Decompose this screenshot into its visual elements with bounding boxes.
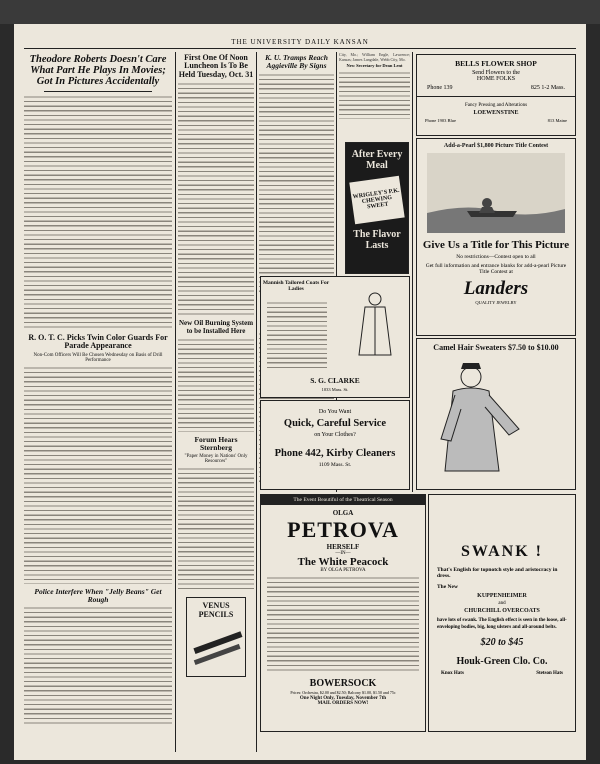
petrova-prices: Prices: Orchestra, $2.00 and $2.50; Balcony $1.00, $1.50 and 75c	[290, 690, 396, 695]
petrova-banner: The Event Beautiful of the Theatrical Season	[261, 495, 425, 505]
loewenstine-address: 813 Maine	[547, 118, 567, 123]
venus-pencils-ad	[186, 597, 246, 677]
kirby-line2: Quick, Careful Service	[283, 418, 387, 429]
article-body	[24, 606, 172, 726]
wrigley-pack: WRIGLEY'S P.K. CHEWING SWEET	[349, 176, 404, 225]
column-rule	[256, 52, 257, 752]
swank-line1: That's English for topnotch style and aristocracy in dress.	[437, 567, 558, 579]
landers-line2: Get full information and entrance blanks for add-a-pearl Picture Title Contest at	[425, 263, 567, 275]
contest-illustration	[427, 153, 565, 233]
clarke-address: 1033 Mass. St.	[321, 387, 349, 392]
kirby-phone: Phone 442, Kirby Cleaners	[274, 448, 396, 459]
pencil-illustration	[189, 620, 245, 670]
houk-green-store: Houk-Green Clo. Co.	[456, 656, 548, 667]
bells-name: BELLS FLOWER SHOP	[455, 59, 537, 68]
petrova-in: —IN—	[335, 551, 351, 556]
wrigley-ad	[345, 142, 409, 274]
article-body	[178, 467, 254, 591]
headline-secretary: New Secretary for Dean Lent	[346, 63, 403, 68]
swank-brand2: CHURCHILL OVERCOATS	[464, 608, 540, 614]
masthead-rule	[24, 48, 576, 49]
clarke-copy	[267, 301, 327, 371]
class-news: City, Mo.; William Engle, Lawrence; Kansas; James Langdale, Webb City, Mo.	[339, 52, 410, 62]
petrova-venue: BOWERSOCK	[309, 678, 377, 689]
swank-title: SWANK !	[460, 543, 543, 560]
column-rule	[175, 52, 176, 752]
petrova-name: PETROVA	[287, 517, 399, 542]
clarke-name: S. G. CLARKE	[310, 376, 360, 385]
landers-logo: Landers	[463, 278, 529, 299]
kirby-line1: Do You Want	[318, 409, 352, 415]
headline-oilburning: New Oil Burning System to be Installed Here	[178, 319, 254, 335]
bells-line1: Send Flowers to the	[472, 70, 520, 76]
subhead-forum: "Paper Money in Nations' Only Resources"	[184, 453, 248, 464]
headline-rotc: R. O. T. C. Picks Twin Color Guards For Parade Appearance	[28, 333, 168, 351]
swank-line3: have lots of swank. The English effect is seen in the loose, all-enveloping bodies, big, long ulsters and all-around belts.	[437, 618, 567, 630]
article-body	[339, 71, 410, 119]
petrova-play: The White Peacock	[297, 556, 389, 568]
column-2	[178, 52, 254, 752]
bells-line2: HOME FOLKS	[476, 76, 516, 82]
headline-tramps: K. U. Tramps Reach Aggieville By Signs	[265, 53, 328, 70]
headline-luncheon: First One Of Noon Luncheon Is To Be Held Tuesday, Oct. 31	[178, 53, 254, 79]
petrova-herself: HERSELF	[326, 543, 360, 551]
swank-and: and	[498, 601, 506, 606]
petrova-copy	[267, 576, 419, 674]
swank-line2: The New	[437, 584, 458, 590]
headline-forum: Forum Hears Sternberg	[194, 434, 238, 452]
loewenstine-line1: Fancy Pressing and Alterations	[464, 103, 528, 108]
clarke-ad	[260, 276, 410, 398]
sweater-man-illustration	[425, 359, 565, 483]
loewenstine-name: LOEWENSTINE	[473, 110, 519, 116]
swank-price: $20 to $45	[480, 637, 524, 648]
wrigley-tagline: After Every Meal	[351, 149, 403, 171]
petrova-ad	[260, 494, 426, 732]
subhead-rotc: Non-Com Officers Will Be Chosen Wednesday on Basis of Drill Performance	[33, 352, 163, 364]
landers-contest-ad	[416, 138, 576, 336]
headline-police: Police Interfere When "Jelly Beans" Get Rough	[34, 587, 162, 605]
wrigley-slogan: The Flavor Lasts	[353, 229, 401, 251]
headline-roberts: Theodore Roberts Doesn't Care What Part He Plays In Movies; Got In Pictures Accidentally	[29, 54, 167, 88]
scan-border	[0, 0, 600, 24]
kirby-cleaners-ad	[260, 400, 410, 490]
venus-ad-title: VENUS PENCILS	[198, 601, 234, 619]
landers-logo-sub: QUALITY JEWELRY	[475, 300, 517, 305]
article-body	[178, 82, 254, 316]
petrova-date: One Night Only, Tuesday, November 7th	[299, 696, 387, 701]
woman-coat-illustration	[347, 289, 403, 359]
bells-address: 825 1-2 Mass.	[530, 85, 565, 91]
article-body	[24, 366, 172, 584]
article-body	[24, 95, 172, 329]
article-body	[178, 338, 254, 432]
bells-flower-ad	[416, 54, 576, 136]
newspaper-page	[14, 24, 586, 760]
petrova-olga: OLGA	[332, 509, 354, 517]
contest-picture	[427, 153, 565, 233]
kirby-address: 1109 Mass. St.	[318, 462, 352, 468]
loewenstine-phone: Phone 1903 Blue	[425, 118, 456, 123]
petrova-by: BY OLGA PETROVA	[320, 568, 366, 573]
column-1	[24, 52, 172, 752]
kirby-line3: on Your Clothes?	[314, 432, 356, 438]
article-body	[259, 73, 334, 295]
swank-brand1: KUPPENHEIMER	[477, 593, 527, 599]
knox-hats: Knox Hats	[441, 671, 464, 676]
landers-line1: No restrictions—Contest open to all	[456, 254, 536, 260]
stetson-hats: Stetson Hats	[536, 671, 563, 676]
landers-title: Give Us a Title for This Picture	[422, 239, 570, 251]
houk-green-ad	[428, 494, 576, 732]
camel-headline: Camel Hair Sweaters $7.50 to $10.00	[433, 343, 559, 352]
landers-header: Add-a-Pearl $1,800 Picture Title Contest	[443, 143, 549, 149]
camel-hair-ad	[416, 338, 576, 490]
petrova-mail: MAIL ORDERS NOW!	[317, 701, 369, 706]
clarke-tailored: Mannish Tailored Coats For Ladies	[262, 280, 330, 292]
column-rule	[412, 52, 413, 492]
bells-phone: Phone 139	[427, 85, 453, 91]
masthead: THE UNIVERSITY DAILY KANSAN	[231, 38, 369, 46]
